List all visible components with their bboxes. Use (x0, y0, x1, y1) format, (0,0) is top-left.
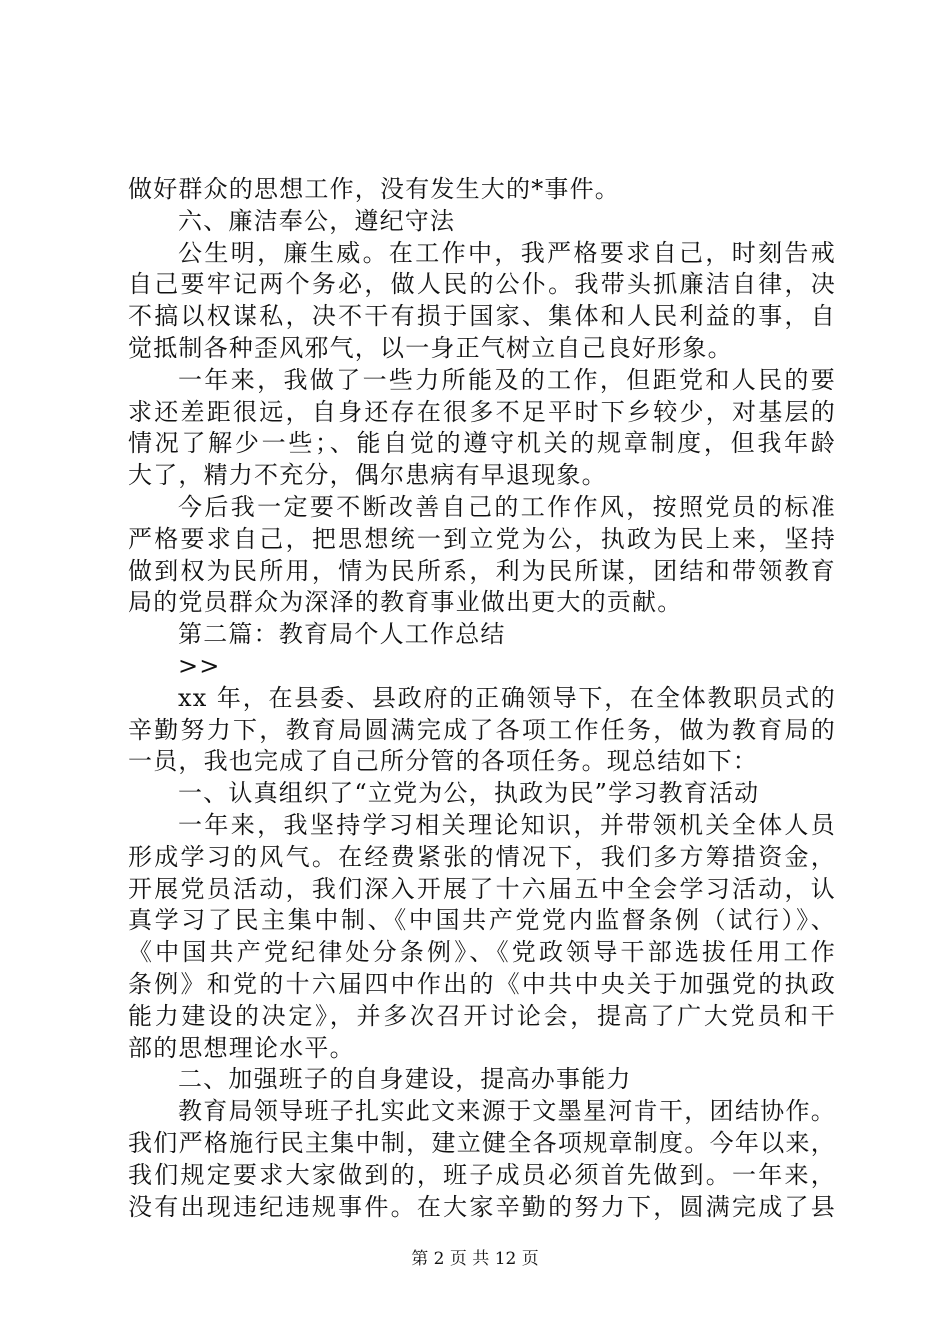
text-line: 严格要求自己，把思想统一到立党为公，执政为民上来，坚持 (128, 524, 836, 553)
text-line: >> (178, 651, 221, 680)
text-line: 《中国共产党纪律处分条例》、《党政领导干部选拔任用工作 (128, 938, 836, 967)
text-line: 大了，精力不充分，偶尔患病有早退现象。 (128, 461, 607, 490)
text-line: 自己要牢记两个务必，做人民的公仆。我带头抓廉洁自律，决 (128, 270, 836, 299)
text-line: 开展党员活动，我们深入开展了十六届五中全会学习活动，认 (128, 874, 836, 903)
text-line: 教育局领导班子扎实此文来源于文墨星河肯干，团结协作。 (178, 1097, 836, 1126)
page-number-footer: 第 2 页 共 12 页 (411, 1249, 539, 1269)
text-line: 不搞以权谋私，决不干有损于国家、集体和人民利益的事，自 (128, 302, 836, 331)
text-line: 真学习了民主集中制、《中国共产党党内监督条例（试行）》、 (128, 906, 836, 935)
section-heading: 二、加强班子的自身建设，提高办事能力 (178, 1065, 632, 1094)
text-line: 情况了解少一些；、能自觉的遵守机关的规章制度，但我年龄 (128, 429, 836, 458)
text-line: 公生明，廉生威。在工作中，我严格要求自己，时刻告戒 (178, 238, 836, 267)
text-line: 局的党员群众为深泽的教育事业做出更大的贡献。 (128, 588, 683, 617)
text-line: 没有出现违纪违规事件。在大家辛勤的努力下，圆满完成了县 (128, 1192, 836, 1221)
text-line: 条例》和党的十六届四中作出的《中共中央关于加强党的执政 (128, 969, 836, 998)
chapter-title: 第二篇：教育局个人工作总结 (178, 620, 506, 649)
text-line: 求还差距很远，自身还存在很多不足平时下乡较少，对基层的 (128, 397, 836, 426)
text-line: 部的思想理论水平。 (128, 1033, 355, 1062)
text-line: 做到权为民所用，情为民所系，利为民所谋，团结和带领教育 (128, 556, 836, 585)
text-line: 能力建设的决定》，并多次召开讨论会，提高了广大党员和干 (128, 1001, 836, 1030)
text-line: 觉抵制各种歪风邪气，以一身正气树立自己良好形象。 (128, 333, 733, 362)
text-line: 一员，我也完成了自己所分管的各项任务。现总结如下： (128, 747, 758, 776)
text-line: 今后我一定要不断改善自己的工作作风，按照党员的标准 (178, 492, 836, 521)
section-heading: 一、认真组织了“立党为公，执政为民”学习教育活动 (178, 779, 760, 808)
text-line: 辛勤努力下，教育局圆满完成了各项工作任务，做为教育局的 (128, 715, 836, 744)
text-line: 一年来，我做了一些力所能及的工作，但距党和人民的要 (178, 365, 836, 394)
text-line: 做好群众的思想工作，没有发生大的*事件。 (128, 175, 620, 203)
text-line: 我们严格施行民主集中制，建立健全各项规章制度。今年以来， (128, 1128, 836, 1157)
text-line: 形成学习的风气。在经费紧张的情况下，我们多方筹措资金， (128, 842, 836, 871)
text-line: xx 年，在县委、县政府的正确领导下，在全体教职员式的 (178, 683, 836, 712)
text-line: 一年来，我坚持学习相关理论知识，并带领机关全体人员 (178, 810, 836, 839)
text-line: 我们规定要求大家做到的，班子成员必须首先做到。一年来， (128, 1160, 836, 1189)
document-body (128, 174, 836, 1223)
section-heading: 六、廉洁奉公，遵纪守法 (178, 206, 456, 235)
